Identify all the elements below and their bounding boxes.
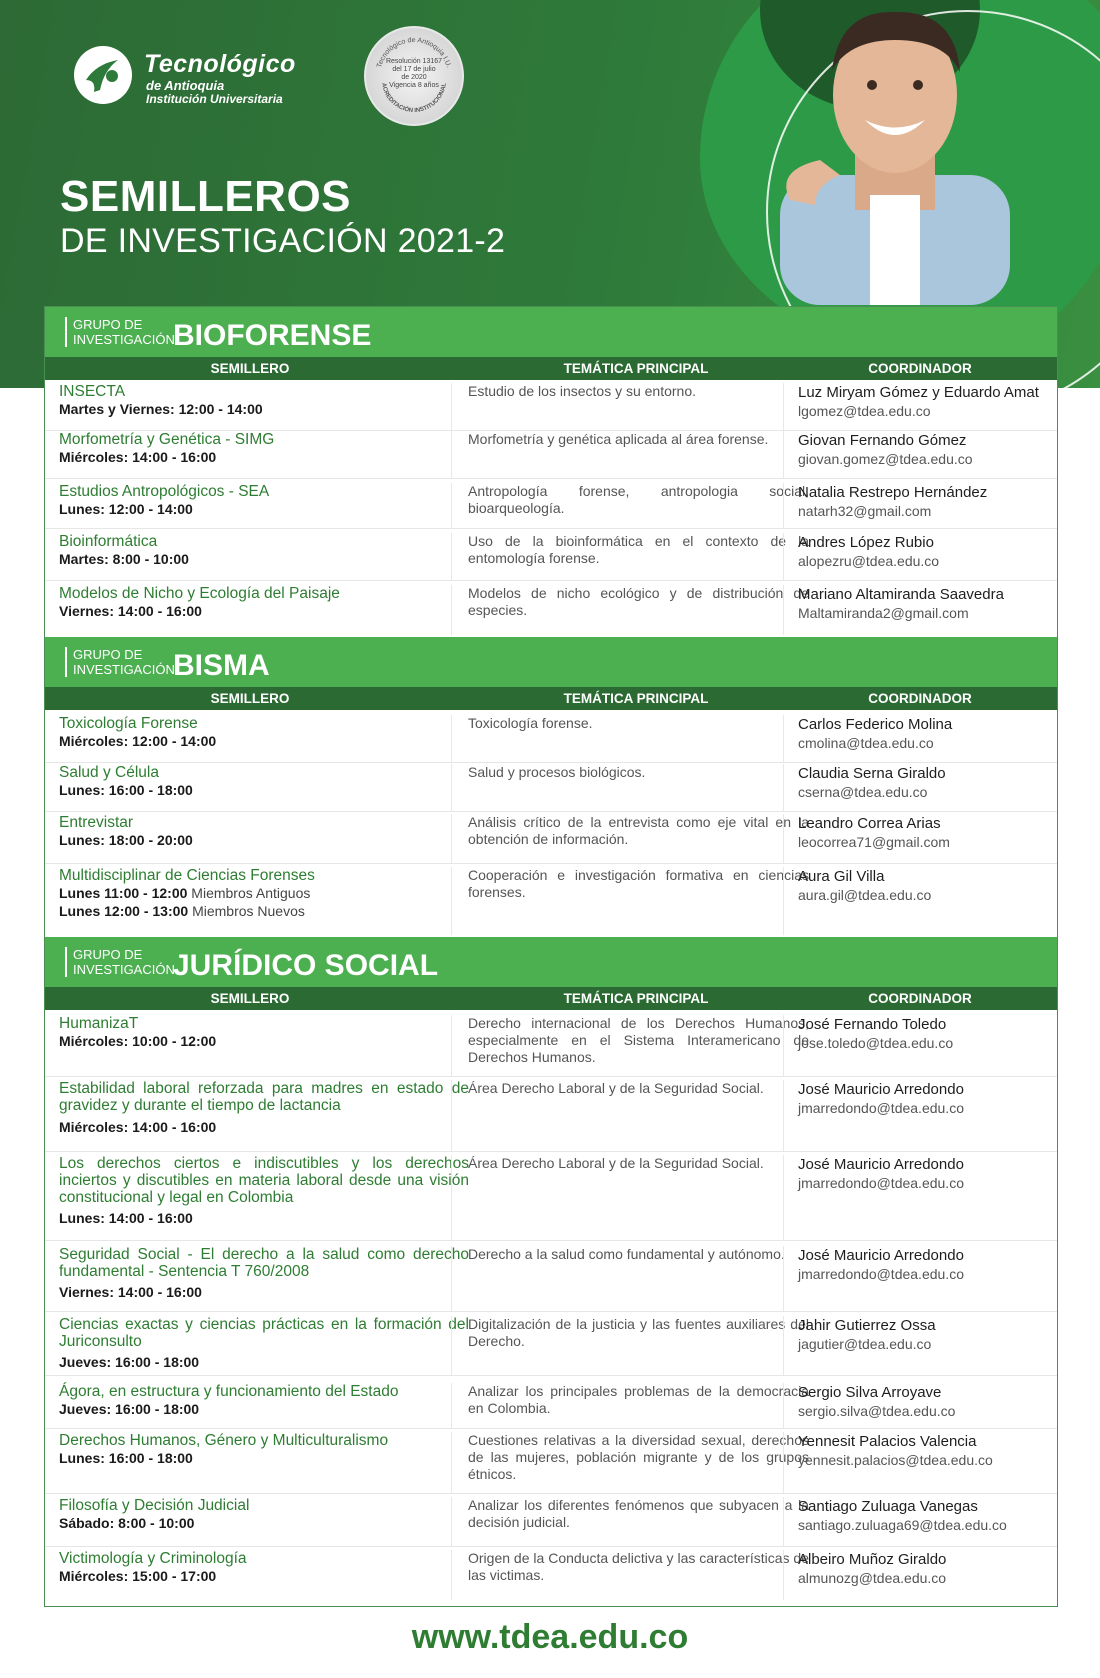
column-header-row (45, 987, 1057, 1010)
schedule: Miércoles: 12:00 - 14:00 (59, 733, 217, 749)
email-link[interactable]: cserna@tdea.edu.co (798, 784, 928, 800)
semillero-name: Modelos de Nicho y Ecología del Paisaje (59, 585, 340, 602)
email-link[interactable]: giovan.gomez@tdea.edu.co (798, 451, 973, 467)
table-row (45, 715, 1057, 763)
theme: Analizar los diferentes fenómenos que subyacen a la decisión judicial. (468, 1497, 809, 1530)
schedule: Lunes: 12:00 - 14:00 (59, 501, 193, 517)
coordinator: José Mauricio Arredondo (798, 1156, 964, 1173)
semillero-name: Los derechos ciertos e indiscutibles y los derechos inciertos y discutibles en materia laboral desde una visión constitucional y legal en Colombia (59, 1155, 469, 1206)
coordinator: Aura Gil Villa (798, 868, 885, 885)
group-header-bisma (45, 637, 1057, 687)
theme: Modelos de nicho ecológico y de distribución de especies. (468, 585, 809, 618)
theme: Cooperación e investigación formativa en ciencias forenses. (468, 867, 809, 900)
seal-line: del 17 de julio (392, 66, 436, 73)
theme: Salud y procesos biológicos. (468, 764, 646, 780)
group-header-bioforense (45, 307, 1057, 357)
schedule: Martes y Viernes: 12:00 - 14:00 (59, 401, 263, 417)
table-row (45, 867, 1057, 935)
coordinator: Andres López Rubio (798, 534, 934, 551)
table-row (45, 1015, 1057, 1077)
semillero-name: Toxicología Forense (59, 715, 198, 732)
seal-bottom-text: ACREDITACIÓN INSTITUCIONAL (380, 82, 448, 115)
group-name: BISMA (173, 649, 270, 682)
email-link[interactable]: Maltamiranda2@gmail.com (798, 605, 969, 621)
col-semillero: SEMILLERO (210, 691, 290, 706)
email-link[interactable]: alopezru@tdea.edu.co (798, 553, 940, 569)
semillero-name: Victimología y Criminología (59, 1550, 247, 1567)
group-label-small: GRUPO DE INVESTIGACIÓN (65, 947, 183, 977)
theme: Uso de la bioinformática en el contexto de la entomología forense. (468, 533, 809, 566)
accreditation-seal (364, 26, 464, 126)
table-row (45, 1080, 1057, 1152)
coordinator: Jahir Gutierrez Ossa (798, 1317, 936, 1334)
table-row (45, 1246, 1057, 1312)
table-row (45, 1497, 1057, 1547)
website-link[interactable]: www.tdea.edu.co (411, 1618, 689, 1656)
schedule: Viernes: 14:00 - 16:00 (59, 1284, 202, 1300)
table-row (45, 533, 1057, 581)
table-row (45, 1432, 1057, 1494)
col-coordinador: COORDINADOR (868, 991, 972, 1006)
email-link[interactable]: jmarredondo@tdea.edu.co (798, 1175, 964, 1191)
coordinator: Giovan Fernando Gómez (798, 432, 967, 449)
theme: Cuestiones relativas a la diversidad sexual, derechos de las mujeres, población migrante y de los grupos étnicos. (468, 1432, 809, 1482)
coordinator: José Fernando Toledo (798, 1016, 947, 1033)
table-row (45, 1550, 1057, 1600)
schedule: Lunes: 16:00 - 18:00 (59, 1450, 193, 1466)
group-name: JURÍDICO SOCIAL (173, 949, 439, 982)
semillero-name: Morfometría y Genética - SIMG (59, 431, 275, 448)
theme: Área Derecho Laboral y de la Seguridad Social. (468, 1080, 764, 1096)
logo-mark-icon (74, 46, 132, 104)
table-row (45, 1383, 1057, 1429)
theme: Toxicología forense. (468, 715, 593, 731)
semillero-name: HumanizaT (59, 1015, 139, 1032)
email-link[interactable]: jose.toledo@tdea.edu.co (798, 1035, 954, 1051)
col-coordinador: COORDINADOR (868, 361, 972, 376)
group-label-small: GRUPO DE INVESTIGACIÓN (65, 647, 183, 677)
semillero-name: Ágora, en estructura y funcionamiento del Estado (59, 1383, 399, 1400)
schedule: Lunes: 14:00 - 16:00 (59, 1210, 193, 1226)
schedule: Lunes: 18:00 - 20:00 (59, 832, 193, 848)
coordinator: Claudia Serna Giraldo (798, 765, 946, 782)
seal-top-text: Tecnológico de Antioquia I.U. (376, 36, 452, 69)
seal-line: Resolución 13167 (385, 58, 443, 65)
semillero-name: Seguridad Social - El derecho a la salud como derecho fundamental - Sentencia T 760/2008 (59, 1246, 469, 1280)
institution-logo[interactable] (74, 46, 374, 106)
coordinator: Yennesit Palacios Valencia (798, 1433, 977, 1450)
theme: Analizar los principales problemas de la democracia en Colombia. (468, 1383, 809, 1416)
svg-text:Tecnológico de Antioquia I.U. (376, 37, 452, 69)
schedule-note: Miembros Nuevos (192, 903, 305, 919)
coordinator: José Mauricio Arredondo (798, 1081, 964, 1098)
page-subtitle: DE INVESTIGACIÓN 2021-2 (60, 222, 506, 260)
logo-subtitle: de Antioquia (146, 78, 225, 93)
email-link[interactable]: jmarredondo@tdea.edu.co (798, 1100, 964, 1116)
logo-subtitle-2: Institución Universitaria (146, 92, 283, 106)
coordinator: Santiago Zuluaga Vanegas (798, 1498, 978, 1515)
schedule: Sábado: 8:00 - 10:00 (59, 1515, 195, 1531)
coordinator: Mariano Altamiranda Saavedra (798, 586, 1004, 603)
schedule: Martes: 8:00 - 10:00 (59, 551, 189, 567)
table-row (45, 1316, 1057, 1376)
email-link[interactable]: cmolina@tdea.edu.co (798, 735, 934, 751)
theme: Derecho internacional de los Derechos Humanos, especialmente en el Sistema Interamericano de Derechos Humanos. (468, 1015, 809, 1065)
email-link[interactable]: aura.gil@tdea.edu.co (798, 887, 932, 903)
schedule: Lunes: 16:00 - 18:00 (59, 782, 193, 798)
group-label-small: GRUPO DE INVESTIGACIÓN (65, 317, 183, 347)
coordinator: Natalia Restrepo Hernández (798, 484, 988, 501)
coordinator: Leandro Correa Arias (798, 815, 941, 832)
semillero-name: Entrevistar (59, 814, 134, 831)
email-link[interactable]: jagutier@tdea.edu.co (798, 1336, 932, 1352)
coordinator: Luz Miryam Gómez y Eduardo Amat (798, 384, 1039, 401)
theme: Digitalización de la justicia y las fuentes auxiliares del Derecho. (468, 1316, 809, 1349)
semilleros-table (44, 306, 1058, 1607)
schedule: Jueves: 16:00 - 18:00 (59, 1401, 200, 1417)
column-header-row (45, 357, 1057, 380)
group-header-juridico-social (45, 937, 1057, 987)
seal-line: de 2020 (401, 74, 427, 81)
theme: Morfometría y genética aplicada al área forense. (468, 431, 769, 447)
schedule: Miércoles: 15:00 - 17:00 (59, 1568, 217, 1584)
col-tematica: TEMÁTICA PRINCIPAL (563, 691, 709, 706)
theme: Antropología forense, antropologia social, bioarqueología. (468, 483, 809, 516)
column-header-row (45, 687, 1057, 710)
coordinator: Albeiro Muñoz Giraldo (798, 1551, 947, 1568)
schedule: Lunes 11:00 - 12:00 (59, 885, 188, 901)
semillero-name: Estabilidad laboral reforzada para madres en estado de gravidez y durante el tiempo de lactancia (59, 1080, 469, 1114)
table-row (45, 764, 1057, 812)
semillero-name: Ciencias exactas y ciencias prácticas en la formación del Juriconsulto (59, 1316, 469, 1350)
semillero-name: Multidisciplinar de Ciencias Forenses (59, 867, 315, 884)
theme: Estudio de los insectos y su entorno. (468, 383, 697, 399)
email-link[interactable]: jmarredondo@tdea.edu.co (798, 1266, 964, 1282)
col-tematica: TEMÁTICA PRINCIPAL (563, 991, 709, 1006)
table-row (45, 383, 1057, 431)
email-link[interactable]: almunozg@tdea.edu.co (798, 1570, 947, 1586)
schedule: Viernes: 14:00 - 16:00 (59, 603, 202, 619)
schedule: Jueves: 16:00 - 18:00 (59, 1354, 200, 1370)
semillero-name: Estudios Antropológicos - SEA (59, 483, 270, 500)
semillero-name: Salud y Célula (59, 764, 159, 781)
schedule: Miércoles: 14:00 - 16:00 (59, 1119, 217, 1135)
table-row (45, 585, 1057, 635)
email-link[interactable]: lgomez@tdea.edu.co (798, 403, 931, 419)
table-row (45, 1155, 1057, 1241)
table-row (45, 431, 1057, 479)
coordinator: Carlos Federico Molina (798, 716, 953, 733)
email-link[interactable]: santiago.zuluaga69@tdea.edu.co (798, 1517, 1007, 1533)
semillero-name: Bioinformática (59, 533, 158, 550)
schedule-note: Miembros Antiguos (191, 885, 311, 901)
email-link[interactable]: natarh32@gmail.com (798, 503, 932, 519)
seal-line: Vigencia 8 años (389, 82, 439, 89)
table-row (45, 814, 1057, 864)
email-link[interactable]: yennesit.palacios@tdea.edu.co (798, 1452, 993, 1468)
theme: Derecho a la salud como fundamental y autónomo. (468, 1246, 785, 1262)
col-tematica: TEMÁTICA PRINCIPAL (563, 361, 709, 376)
email-link[interactable]: sergio.silva@tdea.edu.co (798, 1403, 956, 1419)
theme: Origen de la Conducta delictiva y las características de las victimas. (468, 1550, 809, 1583)
col-coordinador: COORDINADOR (868, 691, 972, 706)
schedule: Miércoles: 10:00 - 12:00 (59, 1033, 217, 1049)
schedule: Miércoles: 14:00 - 16:00 (59, 449, 217, 465)
coordinator: José Mauricio Arredondo (798, 1247, 964, 1264)
smiling-man-photo (760, 0, 1030, 305)
logo-name: Tecnológico (144, 50, 296, 78)
semillero-name: INSECTA (59, 383, 126, 400)
col-semillero: SEMILLERO (210, 361, 290, 376)
svg-text:ACREDITACIÓN INSTITUCIONAL (380, 82, 448, 114)
page-title: SEMILLEROS (60, 172, 352, 221)
coordinator: Sergio Silva Arroyave (798, 1384, 942, 1401)
schedule: Lunes 12:00 - 13:00 (59, 903, 189, 919)
semillero-name: Filosofía y Decisión Judicial (59, 1497, 250, 1514)
email-link[interactable]: leocorrea71@gmail.com (798, 834, 950, 850)
theme: Área Derecho Laboral y de la Seguridad Social. (468, 1155, 764, 1171)
semillero-name: Derechos Humanos, Género y Multiculturalismo (59, 1432, 389, 1449)
group-name: BIOFORENSE (173, 319, 372, 352)
table-row (45, 483, 1057, 529)
theme: Análisis crítico de la entrevista como eje vital en la obtención de información. (468, 814, 809, 847)
col-semillero: SEMILLERO (210, 991, 290, 1006)
